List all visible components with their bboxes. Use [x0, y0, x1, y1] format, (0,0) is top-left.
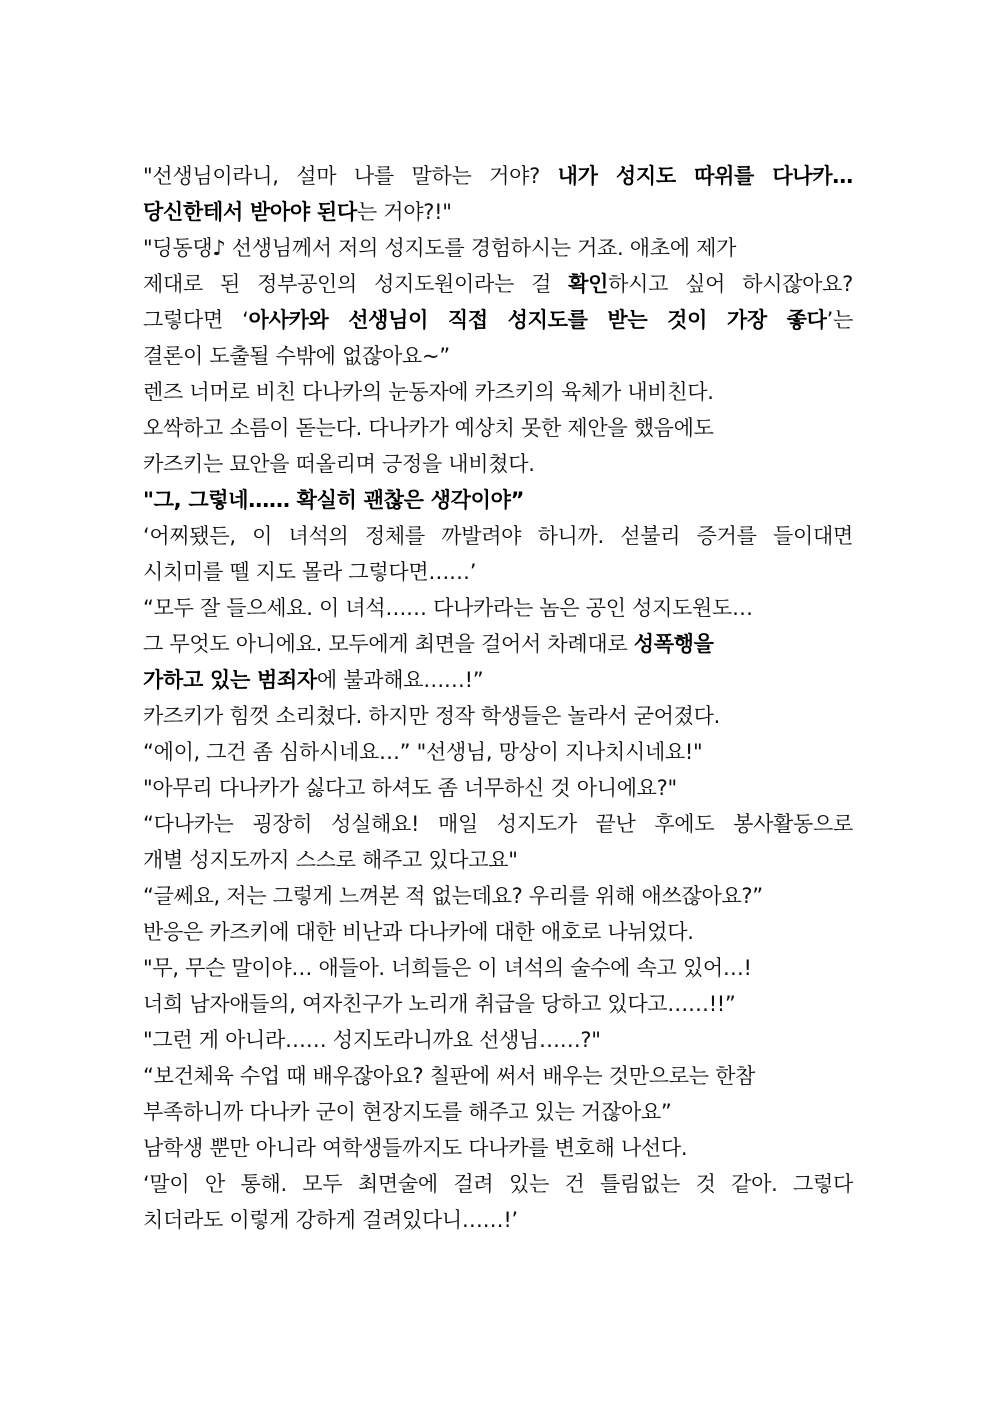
- text: 카즈키가 힘껏 소리쳤다. 하지만 정작 학생들은 놀라서 굳어졌다.: [143, 704, 721, 728]
- text: 결론이 도출될 수밖에 없잖아요~”: [143, 344, 450, 368]
- text-line: [143, 302, 853, 338]
- text: 그 무엇도 아니에요. 모두에게 최면을 걸어서 차례대로: [143, 632, 634, 656]
- text: 너희 남자애들의, 여자친구가 노리개 취급을 당하고 있다고……!!”: [143, 992, 736, 1016]
- text: "선생님이라니, 설마 나를 말하는 거야?: [143, 164, 558, 188]
- bold-text: 내가 성지도 따위를 다나카…: [557, 164, 853, 188]
- text-line: [143, 230, 853, 266]
- text: “에이, 그건 좀 심하시네요…” "선생님, 망상이 지나치시네요!": [143, 740, 703, 764]
- text: 제대로 된 정부공인의 성지도원이라는 걸: [143, 272, 569, 296]
- text: 반응은 카즈키에 대한 비난과 다나카에 대한 애호로 나뉘었다.: [143, 920, 694, 944]
- text: 는 거야?!": [356, 200, 452, 224]
- text-line: [143, 1058, 853, 1094]
- text: ’는: [826, 308, 853, 332]
- bold-text: 확인: [568, 272, 609, 296]
- bold-text: 성폭행을: [633, 632, 714, 656]
- text: "아무리 다나카가 싫다고 하셔도 좀 너무하신 것 아니에요?": [143, 776, 677, 800]
- text: 카즈키는 묘안을 떠올리며 긍정을 내비쳤다.: [143, 452, 535, 476]
- text: 부족하니까 다나카 군이 현장지도를 해주고 있는 거잖아요”: [143, 1100, 672, 1124]
- text: ‘말이 안 통해. 모두 최면술에 걸려 있는 건 틀림없는 것 같아. 그렇다: [143, 1172, 853, 1196]
- text: 치더라도 이렇게 강하게 걸려있다니……!’: [143, 1208, 518, 1232]
- text-line: [143, 1130, 853, 1166]
- text-line: [143, 194, 853, 230]
- text: 남학생 뿐만 아니라 여학생들까지도 다나카를 변호해 나선다.: [143, 1136, 688, 1160]
- bold-text: "그, 그렇네…… 확실히 괜찮은 생각이야”: [143, 488, 525, 512]
- bold-text: 아사카와 선생님이 직접 성지도를 받는 것이 가장 좋다: [248, 308, 827, 332]
- text-line: [143, 554, 853, 590]
- text: “글쎄요, 저는 그렇게 느껴본 적 없는데요? 우리를 위해 애쓰잖아요?”: [143, 884, 763, 908]
- text: 그렇다면 ‘: [143, 308, 249, 332]
- text: 하시고 싶어 하시잖아요?: [608, 272, 853, 296]
- text: "딩동댕♪ 선생님께서 저의 성지도를 경험하시는 거죠. 애초에 제가: [143, 236, 737, 260]
- text: "그런 게 아니라…… 성지도라니까요 선생님……?": [143, 1028, 601, 1052]
- text: “다나카는 굉장히 성실해요! 매일 성지도가 끝난 후에도 봉사활동으로: [143, 812, 853, 836]
- text-line: [143, 950, 853, 986]
- text: "무, 무슨 말이야… 애들아. 너희들은 이 녀석의 술수에 속고 있어…!: [143, 956, 752, 980]
- text-line: [143, 374, 853, 410]
- text-line: [143, 626, 853, 662]
- text-line: [143, 878, 853, 914]
- text-line: [143, 446, 853, 482]
- text-line: [143, 698, 853, 734]
- text-line: [143, 482, 853, 518]
- text-line: [143, 734, 853, 770]
- text-line: [143, 1202, 853, 1238]
- text-line: [143, 986, 853, 1022]
- text-line: [143, 770, 853, 806]
- text: “모두 잘 들으세요. 이 녀석…… 다나카라는 놈은 공인 성지도원도…: [143, 596, 753, 620]
- text-line: [143, 338, 853, 374]
- text-line: [143, 518, 853, 554]
- text-line: [143, 1094, 853, 1130]
- text: “보건체육 수업 때 배우잖아요? 칠판에 써서 배우는 것만으로는 한참: [143, 1064, 756, 1088]
- text-line: [143, 806, 853, 842]
- text: 오싹하고 소름이 돋는다. 다나카가 예상치 못한 제안을 했음에도: [143, 416, 714, 440]
- bold-text: 당신한테서 받아야 된다: [143, 200, 357, 224]
- text-line: [143, 158, 853, 194]
- text: 렌즈 너머로 비친 다나카의 눈동자에 카즈키의 육체가 내비친다.: [143, 380, 714, 404]
- text-line: [143, 1166, 853, 1202]
- text-line: [143, 590, 853, 626]
- text-line: [143, 266, 853, 302]
- text-line: [143, 1022, 853, 1058]
- text-line: [143, 842, 853, 878]
- text: 개별 성지도까지 스스로 해주고 있다고요": [143, 848, 518, 872]
- text: 에 불과해요……!”: [316, 668, 484, 692]
- bold-text: 가하고 있는 범죄자: [143, 668, 317, 692]
- text-line: [143, 662, 853, 698]
- text: 시치미를 뗄 지도 몰라 그렇다면……’: [143, 560, 477, 584]
- text-line: [143, 410, 853, 446]
- text: ‘어찌됐든, 이 녀석의 정체를 까발려야 하니까. 섣불리 증거를 들이대면: [143, 524, 853, 548]
- text-line: [143, 914, 853, 950]
- document-page: [143, 158, 853, 1238]
